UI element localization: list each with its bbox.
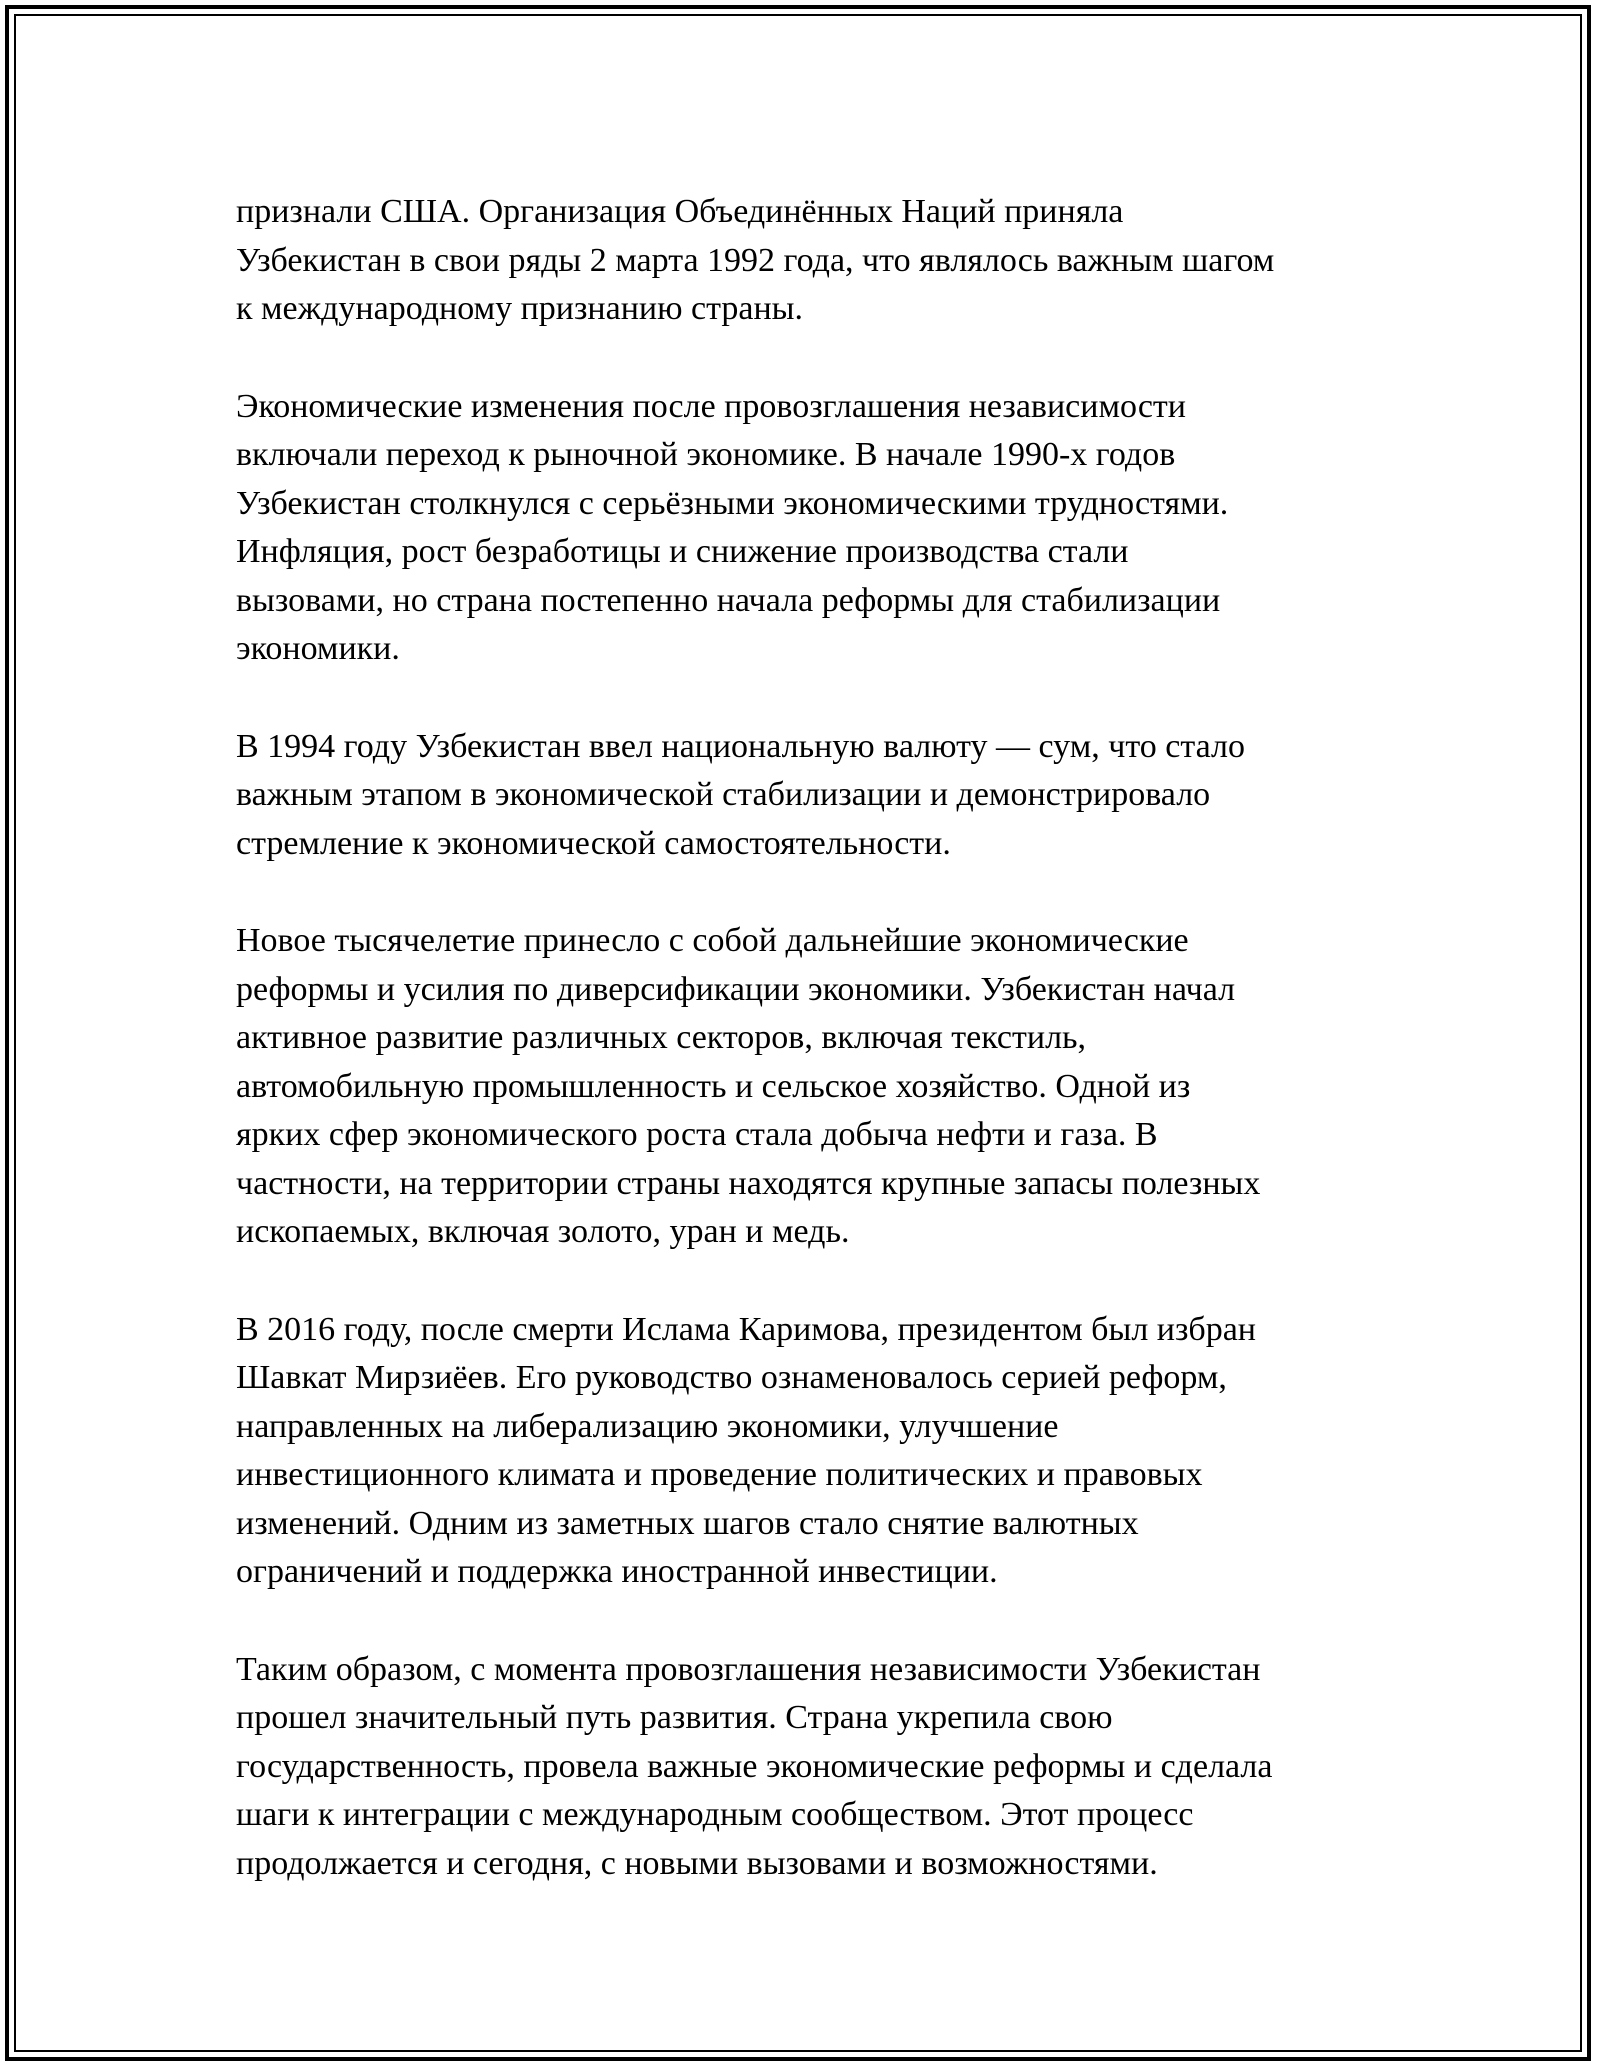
paragraph-6: [236, 1646, 1396, 1889]
paragraph-2: [236, 383, 1396, 674]
text-line: важным этапом в экономической стабилизации и демонстрировало: [236, 776, 1211, 813]
text-line: ограничений и поддержка иностранной инвестиции.: [236, 1553, 998, 1590]
text-line: В 1994 году Узбекистан ввел национальную валюту — сум, что стало: [236, 727, 1245, 765]
document-body: [236, 188, 1396, 1888]
text-line: Таким образом, с момента провозглашения независимости Узбекистан: [236, 1650, 1261, 1688]
paragraph-spacer: [236, 674, 1396, 723]
text-line: признали США. Организация Объединённых Наций приняла: [236, 193, 1124, 230]
text-line: Экономические изменения после провозглашения независимости: [236, 387, 1186, 425]
paragraph-1: [236, 188, 1396, 334]
paragraph-3: [236, 723, 1396, 869]
text-line: продолжается и сегодня, с новыми вызовами и возможностями.: [236, 1844, 1158, 1882]
paragraph-spacer: [236, 868, 1396, 917]
text-line: Узбекистан в свои ряды 2 марта 1992 года, что являлось важным шагом: [236, 241, 1275, 279]
text-line: государственность, провела важные экономические реформы и сделала: [236, 1747, 1273, 1785]
text-line: направленных на либерализацию экономики, улучшение: [236, 1407, 1059, 1445]
text-line: Инфляция, рост безработицы и снижение производства стали: [236, 533, 1129, 570]
paragraph-4: [236, 917, 1396, 1257]
text-line: к международному признанию страны.: [236, 290, 803, 327]
text-line: Шавкат Мирзиёев. Его руководство ознаменовалось серией реформ,: [236, 1359, 1227, 1396]
text-line: шаги к интеграции с международным сообществом. Этот процесс: [236, 1796, 1194, 1833]
text-line: активное развитие различных секторов, включая текстиль,: [236, 1019, 1087, 1056]
text-line: включали переход к рыночной экономике. В начале 1990-х годов: [236, 436, 1176, 473]
text-line: ярких сфер экономического роста стала добыча нефти и газа. В: [236, 1116, 1158, 1153]
text-line: Новое тысячелетие принесло с собой дальнейшие экономические: [236, 922, 1189, 959]
text-line: экономики.: [236, 630, 400, 667]
paragraph-spacer: [236, 1597, 1396, 1646]
text-line: стремление к экономической самостоятельности.: [236, 824, 951, 862]
text-line: Узбекистан столкнулся с серьёзными экономическими трудностями.: [236, 484, 1229, 522]
text-line: автомобильную промышленность и сельское хозяйство. Одной из: [236, 1067, 1191, 1105]
text-line: изменений. Одним из заметных шагов стало снятие валютных: [236, 1504, 1139, 1542]
text-line: инвестиционного климата и проведение политических и правовых: [236, 1456, 1203, 1493]
text-line: прошел значительный путь развития. Страна укрепила свою: [236, 1699, 1113, 1736]
paragraph-spacer: [236, 1257, 1396, 1306]
text-line: вызовами, но страна постепенно начала реформы для стабилизации: [236, 581, 1221, 619]
paragraph-spacer: [236, 334, 1396, 383]
text-line: частности, на территории страны находятся крупные запасы полезных: [236, 1164, 1261, 1202]
text-line: В 2016 году, после смерти Ислама Каримова, президентом был избран: [236, 1310, 1256, 1348]
text-line: ископаемых, включая золото, уран и медь.: [236, 1213, 850, 1250]
paragraph-5: [236, 1306, 1396, 1597]
text-line: реформы и усилия по диверсификации экономики. Узбекистан начал: [236, 970, 1236, 1008]
